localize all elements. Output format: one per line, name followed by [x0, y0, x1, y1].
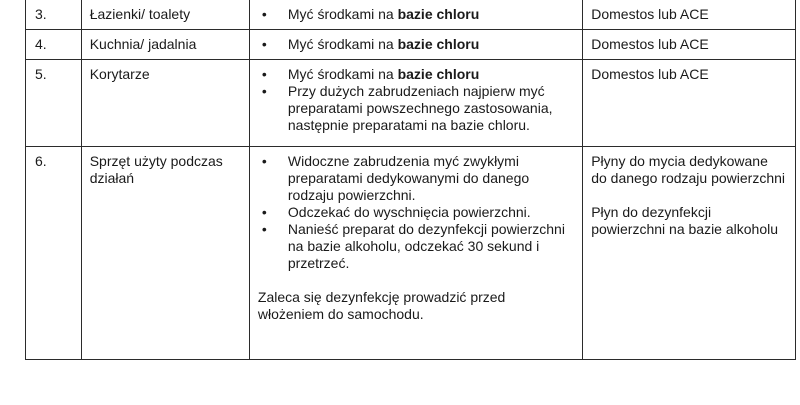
action-text: Myć środkami na	[287, 6, 398, 22]
row-product	[583, 147, 796, 360]
row-area: Kuchnia/ jadalnia	[81, 30, 249, 60]
row-area: Sprzęt użyty podczas działań	[81, 147, 249, 360]
row-actions	[249, 60, 582, 147]
table-row	[26, 60, 796, 147]
list-item	[258, 36, 574, 53]
table-row	[26, 0, 796, 30]
action-list	[258, 66, 574, 134]
list-item: • Przy dużych zabrudzeniach najpierw myć preparatami powszechnego zastosowania, następnie preparatami na bazie chloru.	[258, 83, 574, 134]
list-item: • Nanieść preparat do dezynfekcji powierzchni na bazie alkoholu, odczekać 30 sekund i przetrzeć.	[258, 221, 574, 272]
row-actions	[249, 0, 582, 30]
action-bold: bazie chloru	[397, 66, 480, 82]
action-bold: bazie chloru	[397, 36, 480, 52]
list-item: • Odczekać do wyschnięcia powierzchni.	[258, 204, 574, 221]
cleaning-table	[25, 0, 796, 360]
row-area: Łazienki/ toalety	[81, 0, 249, 30]
row-product: Domestos lub ACE	[583, 60, 796, 147]
row-actions	[249, 30, 582, 60]
row-product: Domestos lub ACE	[583, 30, 796, 60]
row-number: 6.	[26, 147, 82, 360]
table-row	[26, 147, 796, 360]
list-item	[258, 6, 574, 23]
row-product: Domestos lub ACE	[583, 0, 796, 30]
list-item: • Widoczne zabrudzenia myć zwykłymi preparatami dedykowanymi do danego rodzaju powierzchni.	[258, 153, 574, 204]
list-item	[258, 66, 574, 83]
row-area: Korytarze	[81, 60, 249, 147]
table-row	[26, 30, 796, 60]
row-actions	[249, 147, 582, 360]
action-text: Myć środkami na	[287, 66, 398, 82]
action-list	[258, 6, 574, 23]
recommendation-note: Zaleca się dezynfekcję prowadzić przed włożeniem do samochodu.	[257, 289, 506, 322]
row-number: 5.	[26, 60, 82, 147]
action-list	[258, 153, 574, 272]
action-list	[258, 36, 574, 53]
product-disinfectant: Płyn do dezynfekcji powierzchni na bazie alkoholu	[591, 204, 779, 237]
action-bold: bazie chloru	[397, 6, 480, 22]
row-number: 4.	[26, 30, 82, 60]
row-number: 3.	[26, 0, 82, 30]
product-cleaning: Płyny do mycia dedykowane do danego rodzaju powierzchni	[591, 153, 786, 186]
action-text: Myć środkami na	[287, 36, 398, 52]
